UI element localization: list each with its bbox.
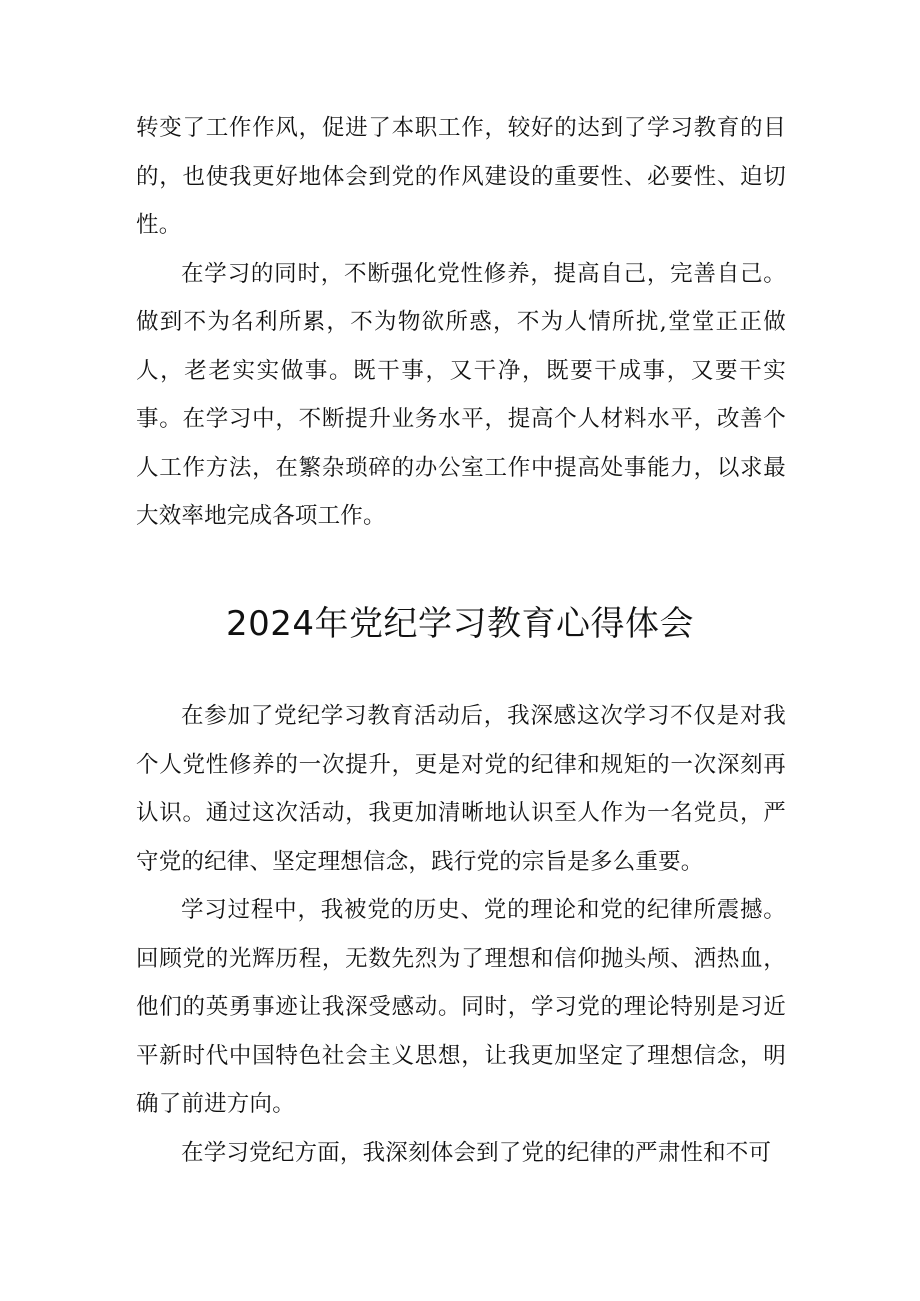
document-title: 2024年党纪学习教育心得体会 [225, 604, 695, 644]
bottom-text-section [136, 692, 786, 1177]
paragraph: 在参加了党纪学习教育活动后，我深感这次学习不仅是对我个人党性修养的一次提升，更是对党的纪律和规矩的一次深刻再认识。通过这次活动，我更加清晰地认识至人作为一名党员，严守党的纪律、坚定理想信念，践行党的宗旨是多么重要。 [136, 703, 786, 875]
paragraph: 学习过程中，我被党的历史、党的理论和党的纪律所震撼。回顾党的光辉历程，无数先烈为了理想和信仰抛头颅、洒热血，他们的英勇事迹让我深受感动。同时，学习党的理论特别是习近平新时代中国特色社会主义思想，让我更加坚定了理想信念，明确了前进方向。 [136, 897, 786, 1117]
paragraph: 在学习党纪方面，我深刻体会到了党的纪律的严肃性和不可 [181, 1139, 772, 1166]
paragraph-continued: 转变了工作作风，促进了本职工作，较好的达到了学习教育的目的，也使我更好地体会到党的作风建设的重要性、必要性、迫切性。 [136, 115, 786, 238]
top-text-section [136, 104, 786, 541]
paragraph: 在学习的同时，不断强化党性修养，提高自己，完善自己。做到不为名利所累，不为物欲所惑，不为人情所扰,堂堂正正做人，老老实实做事。既干事，又干净，既要干成事，又要干实事。在学习中，不断提升业务水平，提高个人材料水平，改善个人工作方法，在繁杂琐碎的办公室工作中提高处事能力，以求最大效率地完成各项工作。 [136, 260, 786, 529]
